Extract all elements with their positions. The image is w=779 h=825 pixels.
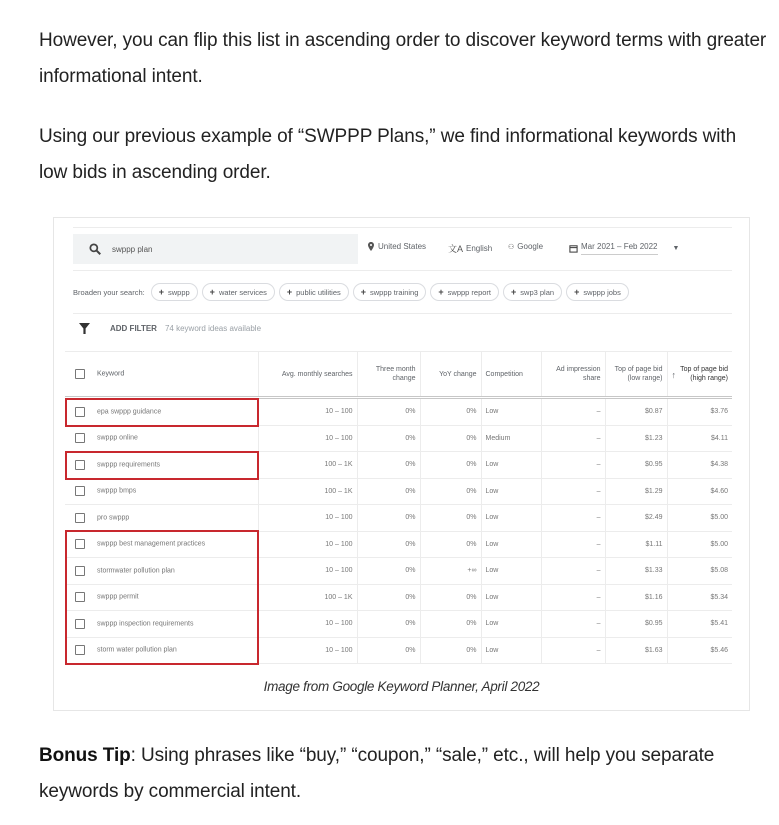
cell-competition: Low xyxy=(481,452,541,479)
cell-avg-searches: 10 – 100 xyxy=(258,611,357,638)
sort-ascending-icon: ↑ xyxy=(671,370,676,380)
plus-icon: + xyxy=(574,287,580,297)
broaden-chip[interactable] xyxy=(279,283,349,301)
paragraph-intro: However, you can flip this list in ascending order to discover keyword terms with greater informational intent. xyxy=(39,30,767,87)
highlight-box xyxy=(65,530,259,665)
column-ad-impression-share[interactable]: Ad impression share xyxy=(541,352,605,398)
cell-avg-searches: 100 – 1K xyxy=(258,478,357,505)
cell-competition: Low xyxy=(481,558,541,585)
filter-icon[interactable] xyxy=(79,323,90,334)
cell-top-bid-low: $1.33 xyxy=(605,558,667,585)
cell-three-month-change: 0% xyxy=(357,611,420,638)
chip-label: swppp xyxy=(167,287,190,297)
cell-competition: Low xyxy=(481,531,541,558)
column-label: Keyword xyxy=(97,370,125,378)
cell-avg-searches: 100 – 1K xyxy=(258,452,357,479)
plus-icon: + xyxy=(286,287,293,297)
location-pin-icon xyxy=(367,242,375,251)
translate-icon: 文A xyxy=(448,244,464,254)
cell-ad-impression-share: – xyxy=(541,452,605,479)
cell-avg-searches: 100 – 1K xyxy=(258,584,357,611)
keyword-text: stormwater pollution plan xyxy=(97,567,175,575)
column-label: Top of page bid (high range) xyxy=(680,366,728,382)
divider xyxy=(73,270,732,271)
cell-top-bid-high: $4.38 xyxy=(667,452,732,479)
network-label: Google xyxy=(517,242,544,251)
cell-three-month-change: 0% xyxy=(357,478,420,505)
cell-top-bid-low: $0.95 xyxy=(605,611,667,638)
cell-yoy-change: 0% xyxy=(420,637,481,664)
chip-label: water services xyxy=(218,287,267,297)
cell-three-month-change: 0% xyxy=(357,584,420,611)
keyword-text: swppp permit xyxy=(97,593,139,601)
paragraph-bonus-tip xyxy=(39,738,769,810)
keyword-text: swppp bmps xyxy=(97,487,137,495)
cell-competition: Low xyxy=(481,611,541,638)
dropdown-arrow-icon: ▼ xyxy=(672,245,680,252)
cell-keyword xyxy=(65,505,258,532)
network-icon: ⚇ xyxy=(508,243,515,251)
cell-yoy-change: +∞ xyxy=(420,558,481,585)
chip-label: swp3 plan xyxy=(520,287,555,297)
cell-three-month-change: 0% xyxy=(357,425,420,452)
cell-keyword xyxy=(65,425,258,452)
column-three-month-change[interactable]: Three month change xyxy=(357,352,420,398)
filter-bar xyxy=(79,323,261,334)
keyword-text: swppp best management practices xyxy=(97,540,206,548)
cell-top-bid-high: $4.60 xyxy=(667,478,732,505)
keyword-text: swppp online xyxy=(97,434,138,442)
keyword-planner-screenshot xyxy=(65,218,732,670)
table-header-row xyxy=(65,352,732,398)
broaden-search-bar xyxy=(73,283,629,301)
cell-competition: Low xyxy=(481,505,541,532)
paragraph-example: Using our previous example of “SWPPP Plans,” we find informational keywords with low bids in ascending order. xyxy=(39,126,737,183)
cell-competition: Low xyxy=(481,478,541,505)
cell-competition: Medium xyxy=(481,425,541,452)
keyword-count: 74 keyword ideas available xyxy=(164,324,262,333)
bonus-tip-text: : Using phrases like “buy,” “coupon,” “sale,” etc., will help you separate keywords by commercial intent. xyxy=(39,745,715,802)
chip-label: swppp training xyxy=(370,287,419,297)
row-checkbox[interactable] xyxy=(75,486,85,496)
divider xyxy=(73,227,732,228)
search-input[interactable] xyxy=(73,234,358,264)
figure-keyword-planner xyxy=(53,217,750,711)
date-range-selector[interactable] xyxy=(569,242,679,255)
cell-ad-impression-share: – xyxy=(541,505,605,532)
broaden-chip[interactable] xyxy=(503,283,562,301)
date-range-label: Mar 2021 – Feb 2022 xyxy=(581,242,658,255)
cell-top-bid-high: $5.00 xyxy=(667,531,732,558)
keyword-text: swppp inspection requirements xyxy=(97,620,194,628)
keyword-text: pro swppp xyxy=(97,514,130,522)
cell-three-month-change: 0% xyxy=(357,531,420,558)
cell-three-month-change: 0% xyxy=(357,505,420,532)
cell-ad-impression-share: – xyxy=(541,584,605,611)
cell-yoy-change: 0% xyxy=(420,425,481,452)
cell-competition: Low xyxy=(481,398,541,426)
cell-top-bid-high: $5.34 xyxy=(667,584,732,611)
column-top-bid-low[interactable]: Top of page bid (low range) xyxy=(605,352,667,398)
cell-ad-impression-share: – xyxy=(541,398,605,426)
column-avg-monthly-searches[interactable]: Avg. monthly searches xyxy=(258,352,357,398)
search-icon xyxy=(88,242,102,256)
cell-ad-impression-share: – xyxy=(541,478,605,505)
chip-label: public utilities xyxy=(296,287,341,297)
cell-top-bid-high: $4.11 xyxy=(667,425,732,452)
broaden-chip[interactable] xyxy=(566,283,629,301)
highlight-box xyxy=(65,398,259,427)
cell-yoy-change: 0% xyxy=(420,478,481,505)
plus-icon: + xyxy=(360,287,367,297)
chip-label: swppp jobs xyxy=(583,287,621,297)
language-selector[interactable] xyxy=(448,242,492,255)
cell-ad-impression-share: – xyxy=(541,425,605,452)
cell-avg-searches: 10 – 100 xyxy=(258,505,357,532)
column-yoy-change[interactable]: YoY change xyxy=(420,352,481,398)
cell-top-bid-low: $1.11 xyxy=(605,531,667,558)
cell-top-bid-low: $0.87 xyxy=(605,398,667,426)
cell-top-bid-low: $1.16 xyxy=(605,584,667,611)
cell-ad-impression-share: – xyxy=(541,611,605,638)
cell-ad-impression-share: – xyxy=(541,531,605,558)
cell-keyword xyxy=(65,478,258,505)
cell-avg-searches: 10 – 100 xyxy=(258,398,357,426)
cell-top-bid-low: $1.23 xyxy=(605,425,667,452)
bonus-tip-label: Bonus Tip xyxy=(39,745,131,766)
plus-icon: + xyxy=(438,287,444,297)
cell-avg-searches: 10 – 100 xyxy=(258,531,357,558)
cell-top-bid-low: $0.95 xyxy=(605,452,667,479)
cell-top-bid-high: $5.46 xyxy=(667,637,732,664)
calendar-icon xyxy=(569,244,578,253)
chip-label: swppp report xyxy=(447,287,492,297)
cell-three-month-change: 0% xyxy=(357,452,420,479)
keyword-text: swppp requirements xyxy=(97,461,161,469)
search-value: swppp plan xyxy=(112,244,153,254)
location-label: United States xyxy=(378,242,427,251)
row-checkbox[interactable] xyxy=(75,513,85,523)
cell-avg-searches: 10 – 100 xyxy=(258,558,357,585)
broaden-chip[interactable] xyxy=(151,283,198,301)
figure-caption: Image from Google Keyword Planner, April 2022 xyxy=(263,679,540,694)
cell-yoy-change: 0% xyxy=(420,452,481,479)
cell-yoy-change: 0% xyxy=(420,611,481,638)
network-selector[interactable] xyxy=(508,242,543,251)
plus-icon: + xyxy=(158,287,164,297)
keyword-text: storm water pollution plan xyxy=(97,646,177,654)
add-filter-button[interactable]: ADD FILTER xyxy=(110,324,157,333)
column-competition[interactable]: Competition xyxy=(481,352,541,398)
highlight-box xyxy=(65,451,259,480)
broaden-chip[interactable] xyxy=(353,283,427,301)
plus-icon: + xyxy=(209,287,215,297)
cell-three-month-change: 0% xyxy=(357,637,420,664)
divider xyxy=(73,313,732,314)
table-row[interactable] xyxy=(65,425,732,452)
column-keyword[interactable] xyxy=(65,352,258,398)
cell-top-bid-high: $3.76 xyxy=(667,398,732,426)
cell-three-month-change: 0% xyxy=(357,398,420,426)
cell-top-bid-high: $5.41 xyxy=(667,611,732,638)
cell-yoy-change: 0% xyxy=(420,398,481,426)
cell-yoy-change: 0% xyxy=(420,505,481,532)
table-row[interactable] xyxy=(65,505,732,532)
broaden-label: Broaden your search: xyxy=(73,287,145,297)
cell-yoy-change: 0% xyxy=(420,531,481,558)
language-label: English xyxy=(466,244,493,253)
keyword-text: epa swppp guidance xyxy=(97,408,162,416)
cell-avg-searches: 10 – 100 xyxy=(258,425,357,452)
cell-top-bid-high: $5.08 xyxy=(667,558,732,585)
cell-competition: Low xyxy=(481,637,541,664)
cell-top-bid-high: $5.00 xyxy=(667,505,732,532)
table-row[interactable] xyxy=(65,478,732,505)
cell-avg-searches: 10 – 100 xyxy=(258,637,357,664)
broaden-chip[interactable] xyxy=(430,283,499,301)
location-selector[interactable] xyxy=(367,242,426,251)
select-all-checkbox[interactable] xyxy=(75,369,85,379)
cell-competition: Low xyxy=(481,584,541,611)
column-top-bid-high[interactable] xyxy=(667,352,732,398)
cell-top-bid-low: $2.49 xyxy=(605,505,667,532)
cell-three-month-change: 0% xyxy=(357,558,420,585)
row-checkbox[interactable] xyxy=(75,433,85,443)
cell-top-bid-low: $1.29 xyxy=(605,478,667,505)
plus-icon: + xyxy=(511,287,517,297)
cell-ad-impression-share: – xyxy=(541,637,605,664)
cell-yoy-change: 0% xyxy=(420,584,481,611)
cell-top-bid-low: $1.63 xyxy=(605,637,667,664)
cell-ad-impression-share: – xyxy=(541,558,605,585)
broaden-chip[interactable] xyxy=(202,283,275,301)
